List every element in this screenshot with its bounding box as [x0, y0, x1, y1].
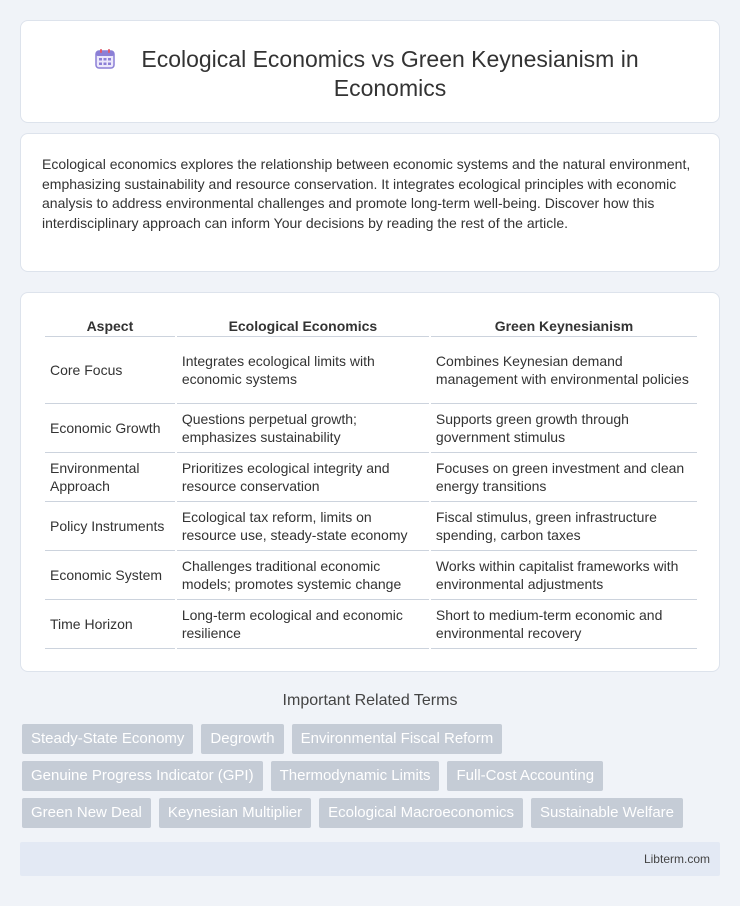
- related-term-tag[interactable]: Ecological Macroeconomics: [319, 798, 523, 828]
- table-cell: Challenges traditional economic models; promotes systemic change: [177, 551, 429, 600]
- header-ecological-economics: Ecological Economics: [177, 315, 429, 337]
- table-header-row: [45, 315, 697, 337]
- related-term-tag[interactable]: Thermodynamic Limits: [271, 761, 440, 791]
- table-row: [45, 600, 697, 649]
- table-cell: Fiscal stimulus, green infrastructure spending, carbon taxes: [431, 502, 697, 551]
- table-cell: Policy Instruments: [45, 502, 175, 551]
- intro-card: [20, 133, 720, 272]
- table-cell: Supports green growth through government stimulus: [431, 404, 697, 453]
- related-term-tag[interactable]: Sustainable Welfare: [531, 798, 683, 828]
- table-cell: Core Focus: [45, 337, 175, 404]
- header-green-keynesianism: Green Keynesianism: [431, 315, 697, 337]
- table-cell: Ecological tax reform, limits on resource use, steady-state economy: [177, 502, 429, 551]
- table-row: [45, 453, 697, 502]
- header-aspect: Aspect: [45, 315, 175, 337]
- table-cell: Works within capitalist frameworks with environmental adjustments: [431, 551, 697, 600]
- related-term-tag[interactable]: Green New Deal: [22, 798, 151, 828]
- comparison-table: [43, 315, 699, 649]
- table-cell: Economic System: [45, 551, 175, 600]
- related-term-tag[interactable]: Genuine Progress Indicator (GPI): [22, 761, 263, 791]
- footer-site-link[interactable]: Libterm.com: [643, 852, 710, 866]
- table-cell: Focuses on green investment and clean energy transitions: [431, 453, 697, 502]
- table-row: [45, 337, 697, 404]
- related-term-tag[interactable]: Keynesian Multiplier: [159, 798, 311, 828]
- related-terms-heading: Important Related Terms: [282, 692, 458, 709]
- related-term-tag[interactable]: Steady-State Economy: [22, 724, 193, 754]
- table-row: [45, 551, 697, 600]
- table-cell: Economic Growth: [45, 404, 175, 453]
- related-term-tag[interactable]: Degrowth: [201, 724, 283, 754]
- related-terms-list: [22, 724, 722, 828]
- table-cell: Short to medium-term economic and environmental recovery: [431, 600, 697, 649]
- table-row: [45, 502, 697, 551]
- page-title: Ecological Economics vs Green Keynesianism in Economics: [141, 46, 639, 101]
- header-card: [20, 20, 720, 123]
- footer: [20, 842, 720, 876]
- table-cell: Time Horizon: [45, 600, 175, 649]
- table-cell: Combines Keynesian demand management with environmental policies: [431, 337, 697, 404]
- related-term-tag[interactable]: Environmental Fiscal Reform: [292, 724, 503, 754]
- related-term-tag[interactable]: Full-Cost Accounting: [447, 761, 603, 791]
- table-cell: Long-term ecological and economic resilience: [177, 600, 429, 649]
- comparison-card: [20, 292, 720, 672]
- table-cell: Prioritizes ecological integrity and resource conservation: [177, 453, 429, 502]
- table-cell: Questions perpetual growth; emphasizes sustainability: [177, 404, 429, 453]
- table-cell: Integrates ecological limits with economic systems: [177, 337, 429, 404]
- intro-paragraph: Ecological economics explores the relationship between economic systems and the natural environment, emphasizing sustainability and resource conservation. It integrates ecological principles with economic analysis to address environmental challenges and promote long-term well-being. Discover how this interdisciplinary approach can inform Your decisions by reading the rest of the article.: [42, 156, 691, 231]
- table-row: [45, 404, 697, 453]
- table-cell: Environmental Approach: [45, 453, 175, 502]
